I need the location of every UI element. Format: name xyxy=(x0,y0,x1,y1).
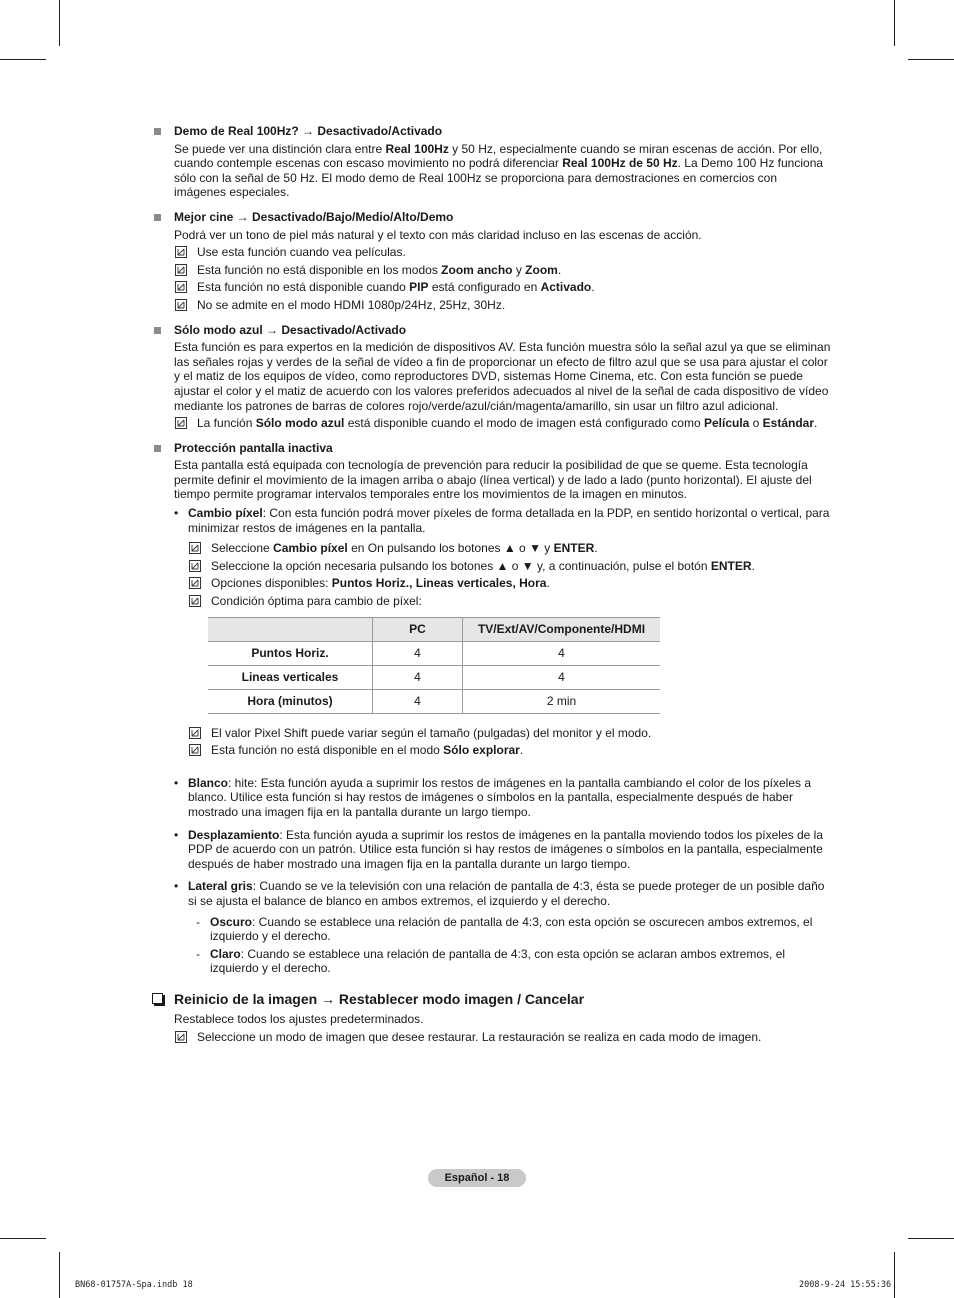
square-bullet-icon xyxy=(154,327,161,334)
note-icon xyxy=(174,280,188,294)
note: Use esta función cuando vea películas. xyxy=(174,245,832,260)
note-icon xyxy=(188,541,202,555)
table-row-label: Puntos Horiz. xyxy=(208,641,373,665)
bullet-dot: • xyxy=(174,879,179,894)
note-list xyxy=(188,541,832,608)
note-icon xyxy=(188,594,202,608)
section-heading: Reinicio de la imagen → Restablecer modo imagen / Cancelar xyxy=(174,990,585,1007)
print-slug-date: 2008-9-24 15:55:36 xyxy=(799,1280,892,1290)
note: Seleccione Cambio píxel en On pulsando los botones ▲ o ▼ y ENTER. xyxy=(188,541,832,556)
note-icon xyxy=(188,576,202,590)
note: La función Sólo modo azul está disponible cuando el modo de imagen está configurado como Película o Estándar. xyxy=(174,416,832,431)
section-proteccion-pantalla xyxy=(152,441,832,976)
note: Esta función no está disponible en los modos Zoom ancho y Zoom. xyxy=(174,263,832,278)
section-title: Mejor cine → Desactivado/Bajo/Medio/Alto/Demo xyxy=(174,209,454,224)
bullet-dot: • xyxy=(174,827,179,842)
sub-item-claro: - Claro: Cuando se establece una relación de pantalla de 4:3, con esta opción se aclaran ambos extremos, el izquierdo y el derecho. xyxy=(196,946,786,976)
dash-marker: - xyxy=(196,914,200,929)
note-icon xyxy=(174,416,188,430)
section-paragraph: Esta función es para expertos en la medición de dispositivos AV. Esta función muestra sólo la señal azul ya que se eliminan las señales rojas y verdes de la señal de vídeo a fin de proporcionar un efecto de filtro azul que se usa para ajustar el color y el matiz de los equipos de vídeo, como reproductores DVD, sistemas Home Cinema, etc. Con esta función se puede ajustar el color y el matiz de acuerdo con los valores preferidos adecuados al nivel de la señal de cada dispositivo de vídeo mediante los patrones de barras de colores rojo/verde/azul/cián/magenta/amarillo, sin usar un filtro azul adicional. xyxy=(174,340,831,413)
crop-mark xyxy=(894,0,895,46)
note-icon xyxy=(174,1030,188,1044)
note-icon xyxy=(188,743,202,757)
crop-mark xyxy=(908,1238,954,1239)
list-item-blanco: • Blanco: hite: Esta función ayuda a suprimir los restos de imágenes en la pantalla cambiando el color de los píxeles a blanco. Utilice esta función si hay restos de imágenes o símbolos en la pantalla, especialmente después de haber mostrado una imagen fija en la pantalla durante un largo tiempo. xyxy=(174,775,812,819)
note: Seleccione la opción necesaria pulsando los botones ▲ o ▼ y, a continuación, pulse el botón ENTER. xyxy=(188,559,832,574)
crop-mark xyxy=(894,1252,895,1298)
crop-mark xyxy=(908,59,954,60)
crop-mark xyxy=(0,59,46,60)
table-header-cell xyxy=(208,617,373,641)
note: El valor Pixel Shift puede variar según el tamaño (pulgadas) del monitor y el modo. xyxy=(188,726,832,741)
bullet-dot: • xyxy=(174,775,179,790)
note: Condición óptima para cambio de píxel: xyxy=(188,594,832,609)
crop-mark xyxy=(59,1252,60,1298)
crop-mark xyxy=(59,0,60,46)
table-cell: 4 xyxy=(373,689,463,713)
section-paragraph: Se puede ver una distinción clara entre Real 100Hz y 50 Hz, especialmente cuando se miran escenas de acción. Por ello, cuando contemple escenas con escaso movimiento no podrá diferenciar Real 100Hz de 50 Hz. La Demo 100 Hz funciona sólo con la señal de 50 Hz. El modo demo de Real 100Hz se proporciona para demostraciones en comercios con imágenes especiales. xyxy=(174,141,824,200)
table-header-cell: PC xyxy=(373,617,463,641)
note: Opciones disponibles: Puntos Horiz., Lineas verticales, Hora. xyxy=(188,576,832,591)
table-row xyxy=(208,641,660,665)
section-paragraph: Podrá ver un tono de piel más natural y el texto con más claridad incluso en las escenas de acción. xyxy=(174,227,702,242)
table-cell: 4 xyxy=(373,641,463,665)
list-item-desplazamiento: • Desplazamiento: Esta función ayuda a suprimir los restos de imágenes en la pantalla moviendo todos los píxeles de la PDP de acuerdo con un patrón. Utilice esta función si hay restos de imágenes o símbolos en la pantalla, especialmente después de haber mostrado una imagen fija en la pantalla durante un largo tiempo. xyxy=(174,827,824,871)
note-icon xyxy=(188,726,202,740)
table-row xyxy=(208,689,660,713)
section-solo-modo-azul xyxy=(152,323,832,431)
section-paragraph: Restablece todos los ajustes predeterminados. xyxy=(174,1011,424,1026)
table-header-row xyxy=(208,617,660,641)
crop-mark xyxy=(0,1238,46,1239)
sub-item-oscuro: - Oscuro: Cuando se establece una relación de pantalla de 4:3, con esta opción se oscurecen ambos extremos, el izquierdo y el derecho. xyxy=(196,914,813,944)
square-bullet-icon xyxy=(154,445,161,452)
list-item-cambio-pixel: • Cambio píxel: Con esta función podrá mover píxeles de forma detallada en la PDP, en sentido horizontal o vertical, para minimizar restos de imágenes en la pantalla. Seleccione Cambio píxel en On pulsando los botones ▲ o ▼ y ENTER. Seleccione la opción necesaria pulsando los botones ▲ o ▼ y, a continuación, pulse el botón ENTER. Opciones disponibles: Puntos Horiz., Lineas verticales, Hora. Condición óptima para cambio de píxel: PC TV/Ext/AV/Componente/HDMI Puntos Horiz. 4 4 Lineas verticales 4 4 Hora (minutos) 4 2 min El valor Pixel Shift puede variar según el tamaño (pulgadas) del monitor y el modo. Esta función no está disponible en el modo Sólo explorar. xyxy=(174,506,832,758)
note-icon xyxy=(174,298,188,312)
section-reinicio-imagen xyxy=(152,990,832,1008)
table-cell: 4 xyxy=(373,665,463,689)
note-icon xyxy=(174,245,188,259)
square-bullet-icon xyxy=(154,214,161,221)
checkbox-icon xyxy=(152,993,163,1004)
bullet-dot: • xyxy=(174,506,179,521)
reset-body xyxy=(152,1012,832,1044)
note-icon xyxy=(174,263,188,277)
list-item-lateral-gris: • Lateral gris: Cuando se ve la televisión con una relación de pantalla de 4:3, ésta se puede proteger de un posible daño si se ajusta el balance de blanco en ambos extremos, el izquierdo y el derecho. - Oscuro: Cuando se establece una relación de pantalla de 4:3, con esta opción se oscurecen ambos extremos, el izquierdo y el derecho. - Claro: Cuando se establece una relación de pantalla de 4:3, con esta opción se aclaran ambos extremos, el izquierdo y el derecho. xyxy=(174,879,832,976)
table-header-cell: TV/Ext/AV/Componente/HDMI xyxy=(463,617,661,641)
table-cell: 2 min xyxy=(463,689,661,713)
table-row-label: Hora (minutos) xyxy=(208,689,373,713)
page-number-badge: Español - 18 xyxy=(428,1169,526,1187)
section-paragraph: Esta pantalla está equipada con tecnología de prevención para reducir la posibilidad de que se queme. Esta tecnología permite definir el movimiento de la imagen arriba o abajo (línea vertical) y de lado a lado (punto horizontal). El ajuste del tiempo permite programar intervalos temporales entre los movimientos de la imagen en minutos. xyxy=(174,458,812,502)
table-cell: 4 xyxy=(463,641,661,665)
square-bullet-icon xyxy=(154,128,161,135)
note: Esta función no está disponible cuando PIP está configurado en Activado. xyxy=(174,280,832,295)
note-icon xyxy=(188,559,202,573)
pixel-shift-table xyxy=(208,617,660,714)
section-demo-real-100hz xyxy=(152,124,832,200)
note: Esta función no está disponible en el modo Sólo explorar. xyxy=(188,743,832,758)
table-cell: 4 xyxy=(463,665,661,689)
dash-marker: - xyxy=(196,946,200,961)
section-title: Demo de Real 100Hz? → Desactivado/Activado xyxy=(174,124,443,138)
section-title: Protección pantalla inactiva xyxy=(174,440,333,455)
table-row xyxy=(208,665,660,689)
page-content xyxy=(152,124,832,1047)
section-title: Sólo modo azul → Desactivado/Activado xyxy=(174,322,407,337)
note: Seleccione un modo de imagen que desee restaurar. La restauración se realiza en cada modo de imagen. xyxy=(174,1030,832,1045)
note: No se admite en el modo HDMI 1080p/24Hz, 25Hz, 30Hz. xyxy=(174,298,832,313)
print-slug-file: BN68-01757A-Spa.indb 18 xyxy=(75,1280,193,1290)
section-mejor-cine xyxy=(152,210,832,313)
table-row-label: Lineas verticales xyxy=(208,665,373,689)
